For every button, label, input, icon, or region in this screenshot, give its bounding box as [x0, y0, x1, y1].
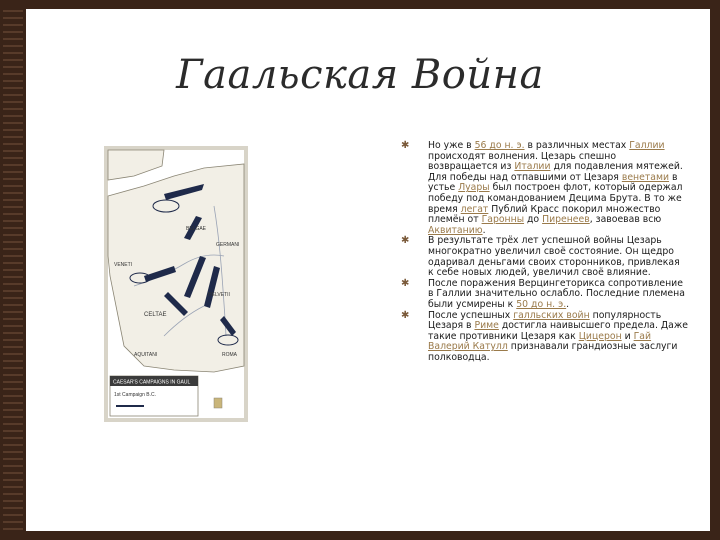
bullet-star-icon: ✱	[401, 235, 410, 247]
map-label-aquitani: AQUITANI	[134, 352, 158, 358]
link-56-bc[interactable]: 56 до н. э.	[474, 140, 525, 151]
map-legend-title: CAESAR'S CAMPAIGNS IN GAUL	[113, 379, 191, 386]
decorative-border-bottom	[0, 531, 720, 540]
link-italy[interactable]: Италии	[514, 161, 551, 173]
map-label-rome: ROMA	[222, 352, 237, 358]
bullet-item: ✱ После поражения Верцингеторикса сопротивление в Галлии значительно ослабло. Последние племена были усмирены к 50 до н. э..	[401, 277, 685, 310]
link-pyrenees[interactable]: Пиренеев	[542, 214, 590, 226]
link-loire[interactable]: Луары	[458, 182, 490, 194]
link-gaul[interactable]: Галлии	[629, 140, 665, 151]
link-cicero[interactable]: Цицерон	[578, 330, 622, 342]
decorative-border-top	[0, 0, 720, 9]
bullet-item: ✱ После успешных галльских войн популярность Цезаря в Риме достигла наивысшего предела. Даже такие противники Цезаря как Цицерон и Гай Валерий Катулл признавали грандиозные заслуги полководца.	[401, 309, 688, 363]
link-50-bc[interactable]: 50 до н. э.	[516, 298, 567, 310]
bullet-item: ✱ Но уже в 56 до н. э. в различных местах Галлии происходят волнения. Цезарь спешно возвращается из Италии для подавления мятежей. Для победы над отпавшими от Цезаря венетами в устье Луары был построен флот, который одержал победу под командованием Децима Брута. В то же время легат Публий Красс покорил множество племён от Гаронны до Пиренеев, завоевав всю Аквитанию.	[401, 140, 683, 236]
link-gallic-wars[interactable]: галльских войн	[513, 309, 590, 321]
map-label-helvetii: HELVETII	[208, 292, 230, 298]
map-label-veneti: VENETI	[114, 262, 133, 268]
map-label-germani: GERMANI	[216, 242, 240, 248]
campaign-map-image	[104, 146, 248, 422]
bullet-star-icon: ✱	[401, 309, 410, 321]
link-veneti[interactable]: венетами	[621, 171, 670, 183]
map-legend-subtitle: 1st Campaign B.C.	[114, 392, 156, 398]
link-catullus[interactable]: Гай Валерий Катулл	[428, 330, 652, 353]
slide-title: Гаальская Война	[176, 52, 544, 98]
bullet-list	[401, 140, 688, 363]
bullet-star-icon: ✱	[401, 140, 410, 151]
bullet-star-icon: ✱	[401, 277, 410, 289]
map-label-belgae: BELGAE	[186, 226, 207, 232]
bullet-item: ✱ В результате трёх лет успешной войны Цезарь многократно увеличил своё состояние. Он щедро одаривал деньгами своих сторонников, привлекая к себе новых людей, увеличил своё влияние.	[401, 235, 680, 279]
map-label-celtae: CELTAE	[144, 312, 167, 318]
link-aquitaine[interactable]: Аквитанию	[428, 224, 483, 236]
link-legate[interactable]: легат	[460, 203, 489, 215]
link-garonne[interactable]: Гаронны	[481, 214, 525, 226]
link-rome[interactable]: Риме	[474, 320, 499, 332]
